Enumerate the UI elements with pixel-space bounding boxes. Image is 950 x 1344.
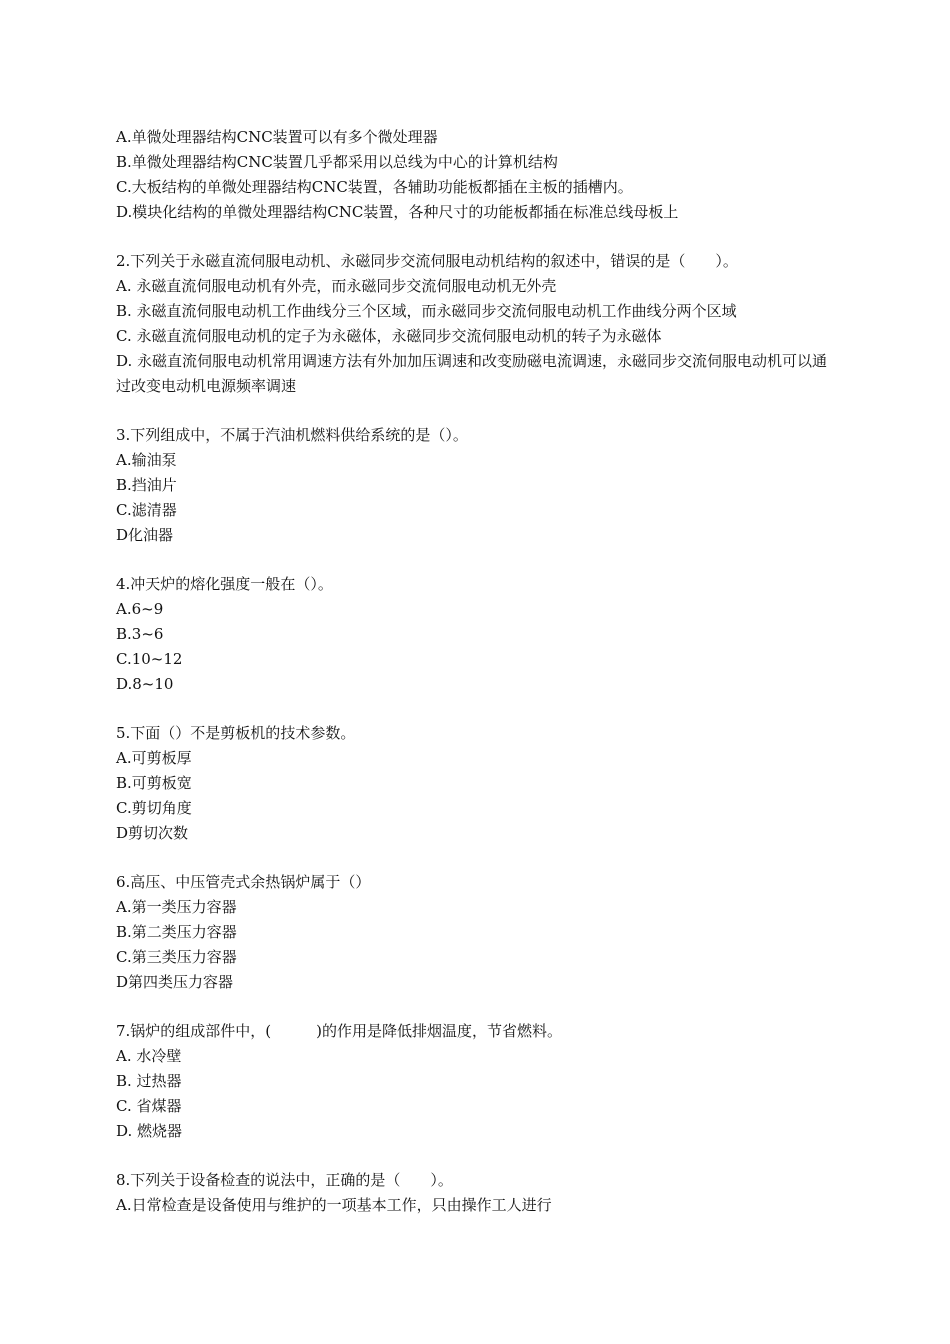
option-3d: D化油器: [116, 526, 174, 544]
option-1b: B.单微处理器结构CNC装置几乎都采用以总线为中心的计算机结构: [116, 153, 558, 171]
option-1d: D.模块化结构的单微处理器结构CNC装置，各种尺寸的功能板都插在标准总线母板上: [116, 203, 679, 221]
option-5b: B.可剪板宽: [116, 774, 192, 792]
option-7d: D. 燃烧器: [116, 1122, 183, 1140]
question-block-6: [116, 870, 836, 995]
option-5c: C.剪切角度: [116, 799, 192, 817]
option-1c: C.大板结构的单微处理器结构CNC装置，各辅助功能板都插在主板的插槽内。: [116, 178, 633, 196]
option-7a: A. 水冷壁: [116, 1047, 182, 1065]
option-4a: A.6~9: [116, 600, 164, 618]
option-1a: A.单微处理器结构CNC装置可以有多个微处理器: [116, 128, 438, 146]
option-6b: B.第二类压力容器: [116, 923, 237, 941]
question-8-text: 8.下列关于设备检查的说法中，正确的是（ ）。: [116, 1171, 453, 1189]
option-6d: D第四类压力容器: [116, 973, 234, 991]
option-5d: D剪切次数: [116, 824, 189, 842]
option-4c: C.10~12: [116, 650, 183, 668]
question-block-4: [116, 572, 836, 697]
option-8a: A.日常检查是设备使用与维护的一项基本工作，只由操作工人进行: [116, 1196, 552, 1214]
question-block-3: [116, 423, 836, 548]
question-4-text: 4.冲天炉的熔化强度一般在（）。: [116, 575, 333, 593]
option-6a: A.第一类压力容器: [116, 898, 237, 916]
question-7-text: 7.锅炉的组成部件中，( )的作用是降低排烟温度，节省燃料。: [116, 1022, 563, 1040]
option-4d: D.8~10: [116, 675, 174, 693]
option-2d: D. 永磁直流伺服电动机常用调速方法有外加加压调速和改变励磁电流调速，永磁同步交流伺服电动机可以通过改变电动机电源频率调速: [116, 352, 828, 395]
question-block-2: [116, 249, 836, 399]
option-2a: A. 永磁直流伺服电动机有外壳，而永磁同步交流伺服电动机无外壳: [116, 277, 557, 295]
option-2b: B. 永磁直流伺服电动机工作曲线分三个区域，而永磁同步交流伺服电动机工作曲线分两个区域: [116, 302, 737, 320]
option-4b: B.3~6: [116, 625, 164, 643]
question-6-text: 6.高压、中压管壳式余热锅炉属于（）: [116, 873, 371, 891]
question-block-8: [116, 1168, 836, 1218]
question-3-text: 3.下列组成中，不属于汽油机燃料供给系统的是（）。: [116, 426, 468, 444]
question-2-text: 2.下列关于永磁直流伺服电动机、永磁同步交流伺服电动机结构的叙述中，错误的是（ ）。: [116, 252, 738, 270]
question-5-text: 5.下面（）不是剪板机的技术参数。: [116, 724, 356, 742]
option-3b: B.挡油片: [116, 476, 177, 494]
question-block-5: [116, 721, 836, 846]
option-3c: C.滤清器: [116, 501, 177, 519]
question-block-1: [116, 125, 836, 225]
option-3a: A.输油泵: [116, 451, 177, 469]
document-content: [116, 125, 836, 1242]
option-2c: C. 永磁直流伺服电动机的定子为永磁体，永磁同步交流伺服电动机的转子为永磁体: [116, 327, 662, 345]
option-7b: B. 过热器: [116, 1072, 182, 1090]
option-6c: C.第三类压力容器: [116, 948, 237, 966]
option-7c: C. 省煤器: [116, 1097, 182, 1115]
question-block-7: [116, 1019, 836, 1144]
option-5a: A.可剪板厚: [116, 749, 192, 767]
